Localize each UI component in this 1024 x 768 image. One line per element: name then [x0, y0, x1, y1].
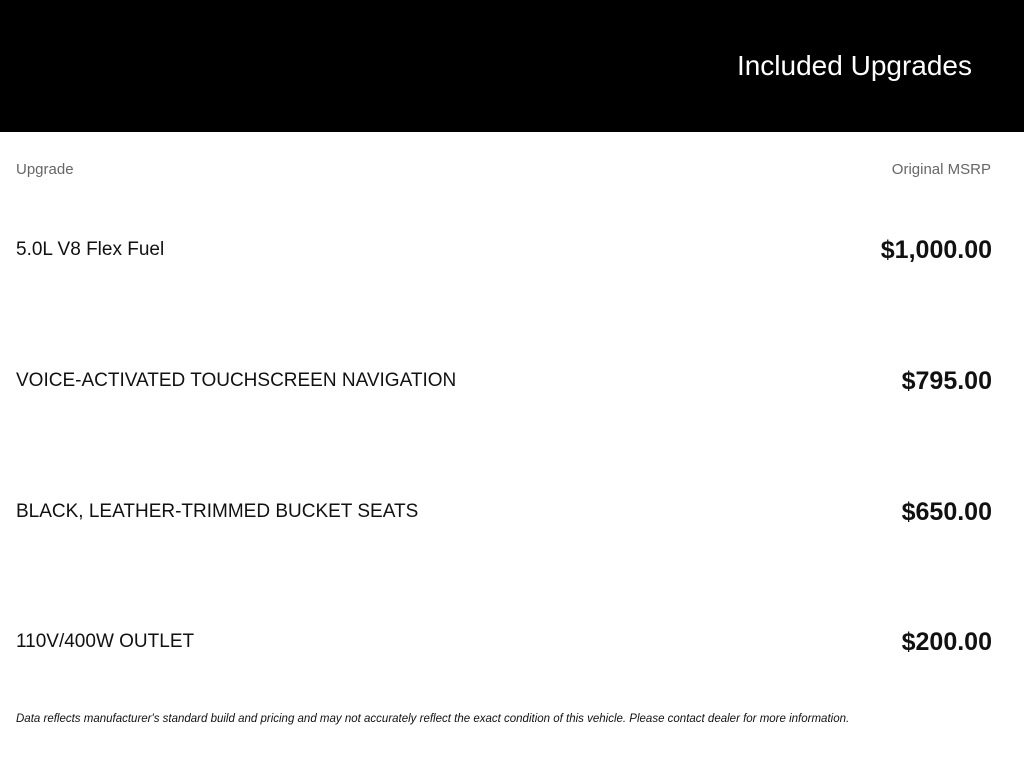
upgrade-price: $200.00	[901, 628, 992, 656]
upgrade-name: 5.0L V8 Flex Fuel	[16, 239, 165, 260]
column-header-msrp: Original MSRP	[891, 161, 991, 178]
table-row	[16, 230, 992, 270]
upgrade-price: $650.00	[901, 498, 992, 526]
page-title: Included Upgrades	[736, 50, 972, 81]
disclaimer-footnote: Data reflects manufacturer's standard build and pricing and may not accurately reflect the exact condition of this vehicle. Please contact dealer for more information.	[16, 713, 850, 725]
upgrade-name: 110V/400W OUTLET	[16, 631, 195, 652]
upgrade-price: $1,000.00	[880, 236, 992, 264]
column-header-upgrade: Upgrade	[16, 161, 74, 178]
table-row	[16, 622, 992, 662]
header-bar	[0, 0, 1024, 132]
upgrade-price: $795.00	[901, 367, 992, 395]
upgrade-name: VOICE-ACTIVATED TOUCHSCREEN NAVIGATION	[16, 370, 457, 391]
upgrade-name: BLACK, LEATHER-TRIMMED BUCKET SEATS	[16, 501, 419, 522]
table-row	[16, 492, 992, 532]
table-row	[16, 361, 992, 401]
